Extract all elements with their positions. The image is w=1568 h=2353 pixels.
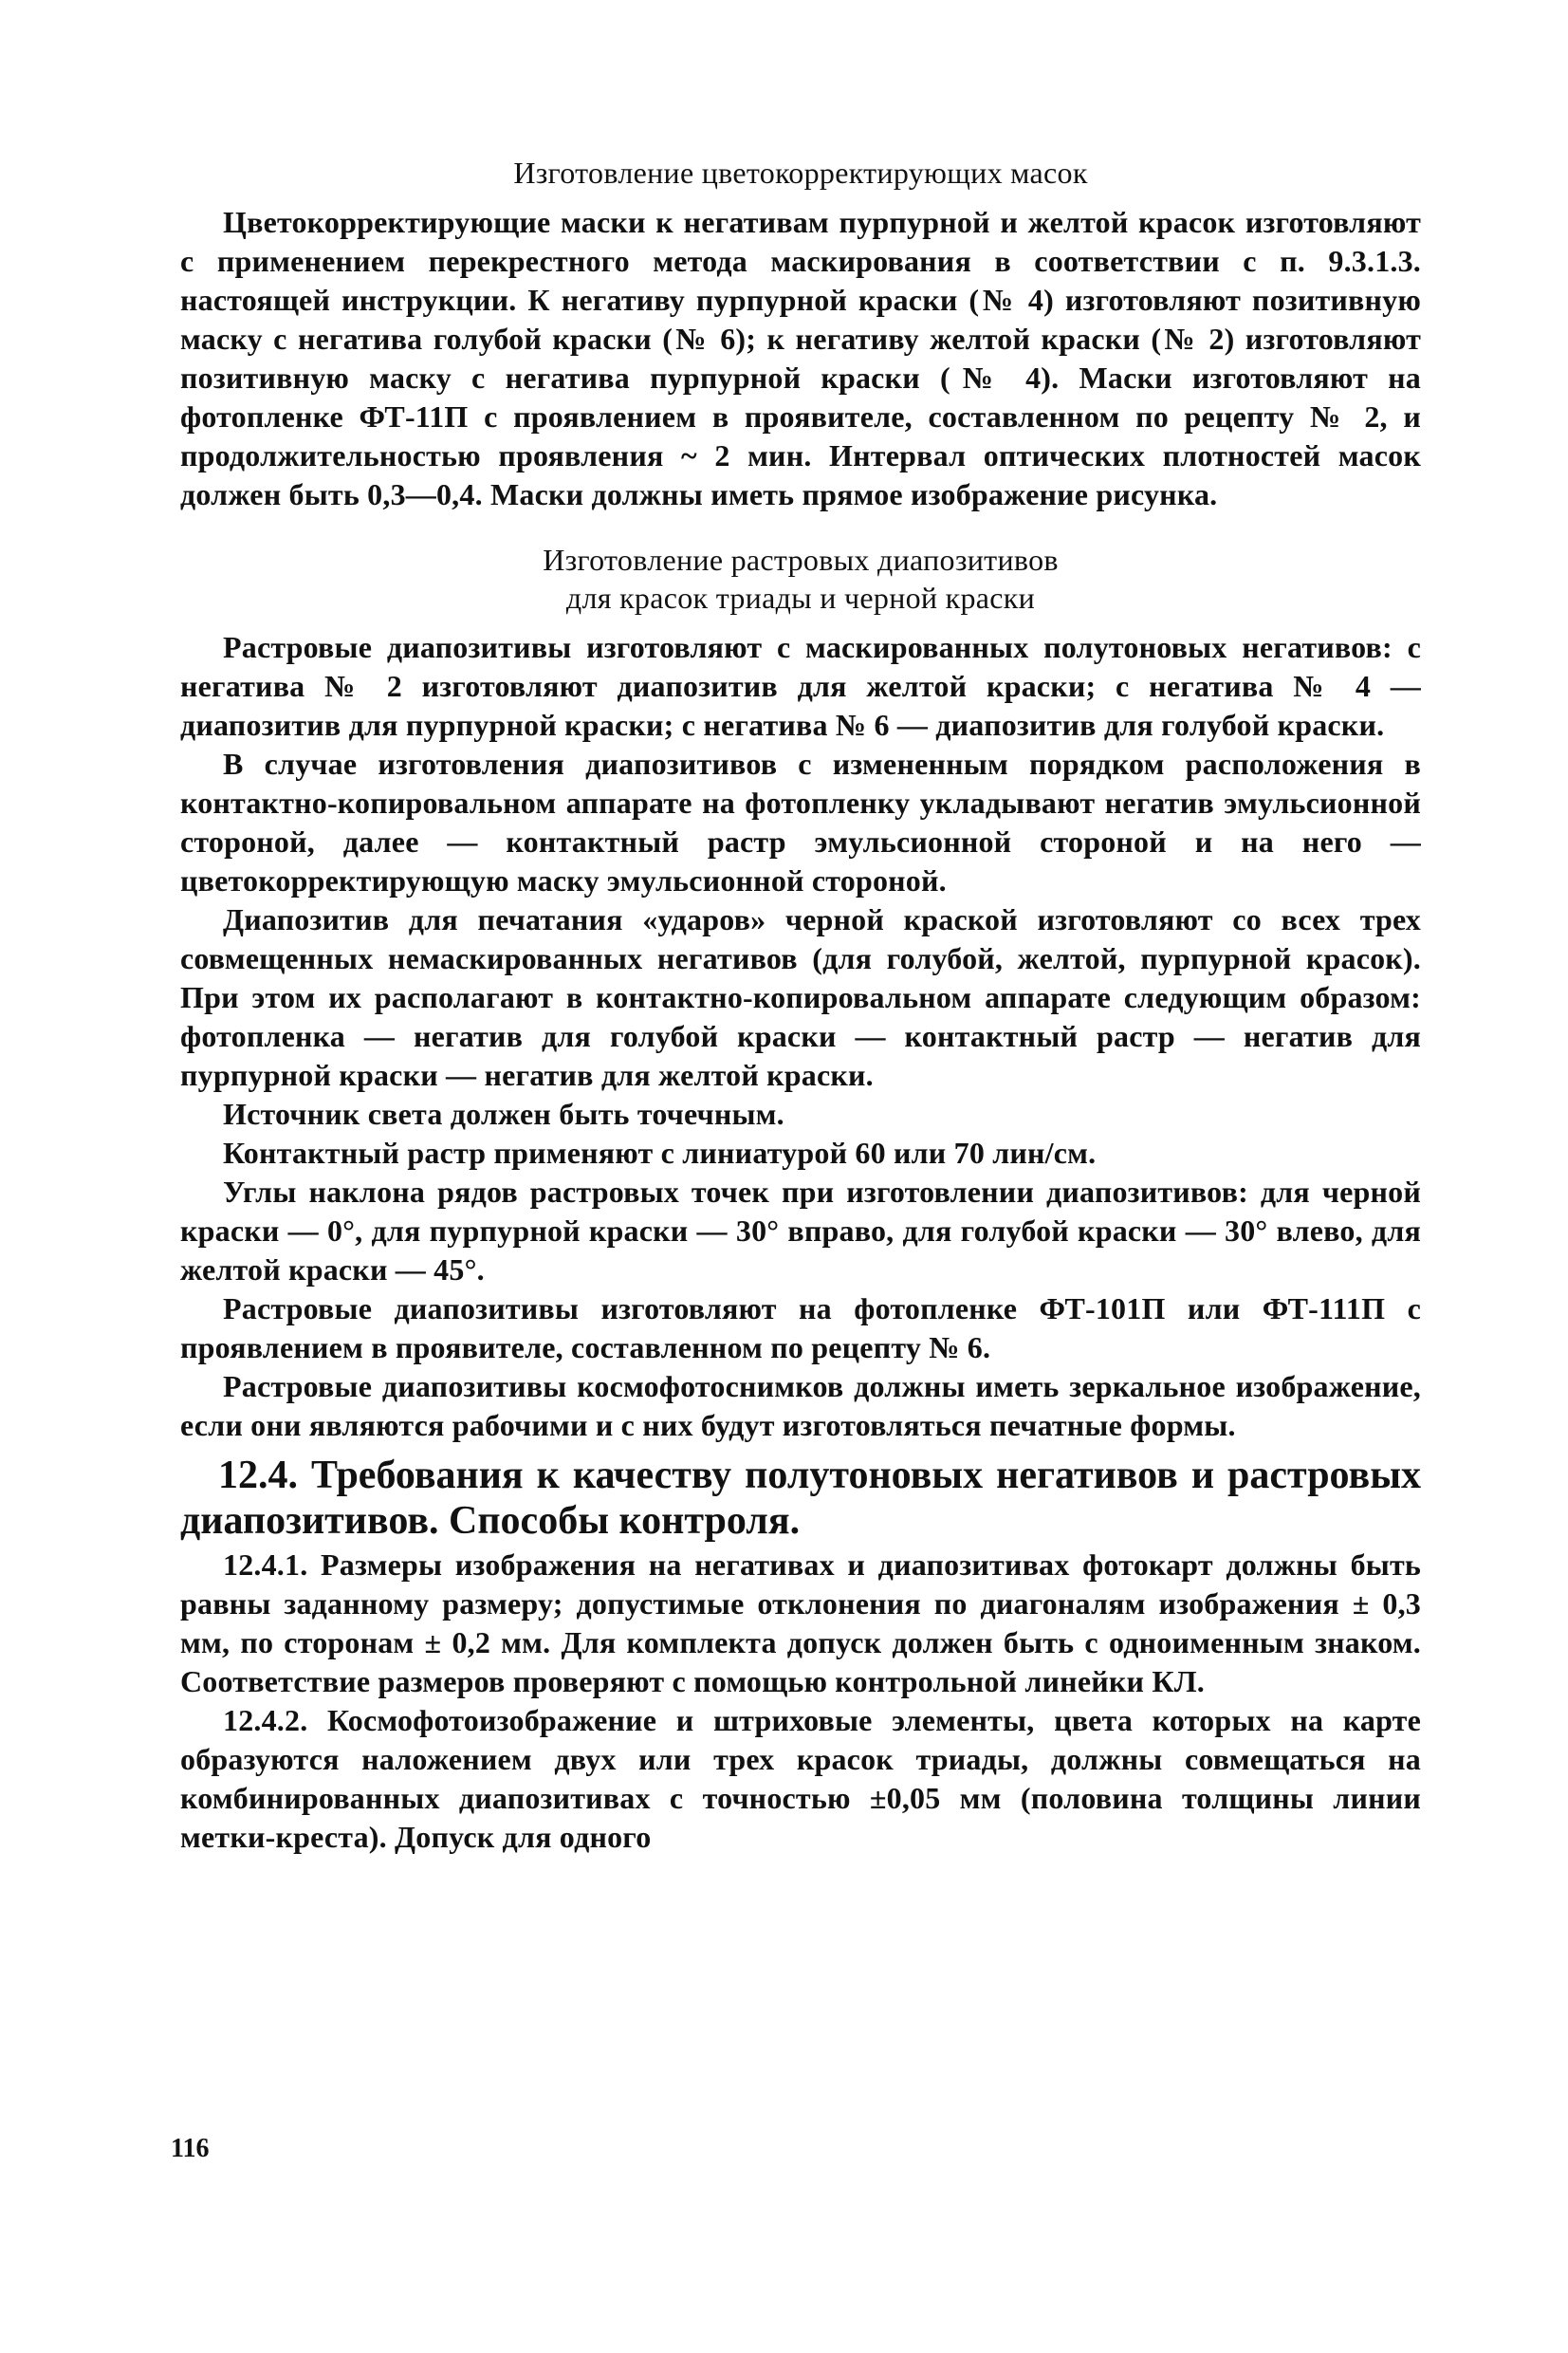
heading-screen-diapositives-line2: для красок триады и черной краски bbox=[565, 581, 1036, 615]
paragraph-changed-order: В случае изготовления диапозитивов с измененным порядком расположения в контактно-копировальном аппарате на фотопленку укладывают негатив эмульсионной стороной, далее — контактный растр эмульсионной стороной и на него — цветокорректирующую маску эмульсионной стороной. bbox=[180, 747, 1421, 898]
paragraph-12-4-2: 12.4.2. Космофотоизображение и штриховые элементы, цвета которых на карте образуются наложением двух или трех красок триады, должны совмещаться на комбинированных диапозитивах с точностью ±0,05 мм (половина толщины линии метки-креста). Допуск для одного bbox=[180, 1703, 1421, 1854]
paragraph-diapositives-from-negatives: Растровые диапозитивы изготовляют с маскированных полутоновых негативов: с негатива № 2 изготовляют диапозитив для желтой краски; с негатива № 4 — диапозитив для пурпурной краски; с негатива № 6 — диапозитив для голубой краски. bbox=[180, 630, 1421, 742]
paragraph-film: Растровые диапозитивы изготовляют на фотопленке ФТ-101П или ФТ-111П с проявлением в проявителе, составленном по рецепту № 6. bbox=[180, 1291, 1421, 1364]
paragraph-light-source: Источник света должен быть точечным. bbox=[223, 1097, 784, 1131]
heading-color-correction-masks: Изготовление цветокорректирующих масок bbox=[513, 156, 1088, 190]
paragraph-masks: Цветокорректирующие маски к негативам пурпурной и желтой красок изготовляют с применением перекрестного метода маскирования в соответствии с п. 9.3.1.3. настоящей инструкции. К негативу пурпурной краски (№ 4) изготовляют позитивную маску с негатива голубой краски (№ 6); к негативу желтой краски (№ 2) изготовляют позитивную маску с негатива пурпурной краски (№ 4). Маски изготовляют на фотопленке ФТ-11П с проявлением в проявителе, составленном по рецепту № 2, и продолжительностью проявления ~ 2 мин. Интервал оптических плотностей масок должен быть 0,3—0,4. Маски должны иметь прямое изображение рисунка. bbox=[180, 205, 1421, 511]
paragraph-contact-screen: Контактный растр применяют с линиатурой 60 или 70 лин/см. bbox=[223, 1136, 1097, 1170]
heading-screen-diapositives bbox=[180, 541, 1421, 617]
page-number: 116 bbox=[171, 2134, 210, 2163]
paragraph-screen-angles: Углы наклона рядов растровых точек при изготовлении диапозитивов: для черной краски — 0°, для пурпурной краски — 30° вправо, для голубой краски — 30° влево, для желтой краски — 45°. bbox=[180, 1175, 1421, 1287]
heading-screen-diapositives-line1: Изготовление растровых диапозитивов bbox=[543, 543, 1059, 577]
paragraph-black-hits: Диапозитив для печатания «ударов» черной краской изготовляют со всех трех совмещенных немаскированных негативов (для голубой, желтой, пурпурной красок). При этом их располагают в контактно-копировальном аппарате следующим образом: фотопленка — негатив для голубой краски — контактный растр — негатив для пурпурной краски — негатив для желтой краски. bbox=[180, 902, 1421, 1092]
text-column bbox=[180, 154, 1421, 1857]
paragraph-12-4-1: 12.4.1. Размеры изображения на негативах и диапозитивах фотокарт должны быть равны заданному размеру; допустимые отклонения по диагоналям изображения ± 0,3 мм, по сторонам ± 0,2 мм. Для комплекта допуск должен быть с одноименным знаком. Соответствие размеров проверяют с помощью контрольной линейки КЛ. bbox=[180, 1547, 1421, 1698]
section-title-quality-requirements: 12.4. Требования к качеству полутоновых негативов и растровых диапозитивов. Способы контроля. bbox=[180, 1454, 1421, 1543]
paragraph-mirror-image: Растровые диапозитивы космофотоснимков должны иметь зеркальное изображение, если они являются рабочими и с них будут изготовляться печатные формы. bbox=[180, 1369, 1421, 1442]
